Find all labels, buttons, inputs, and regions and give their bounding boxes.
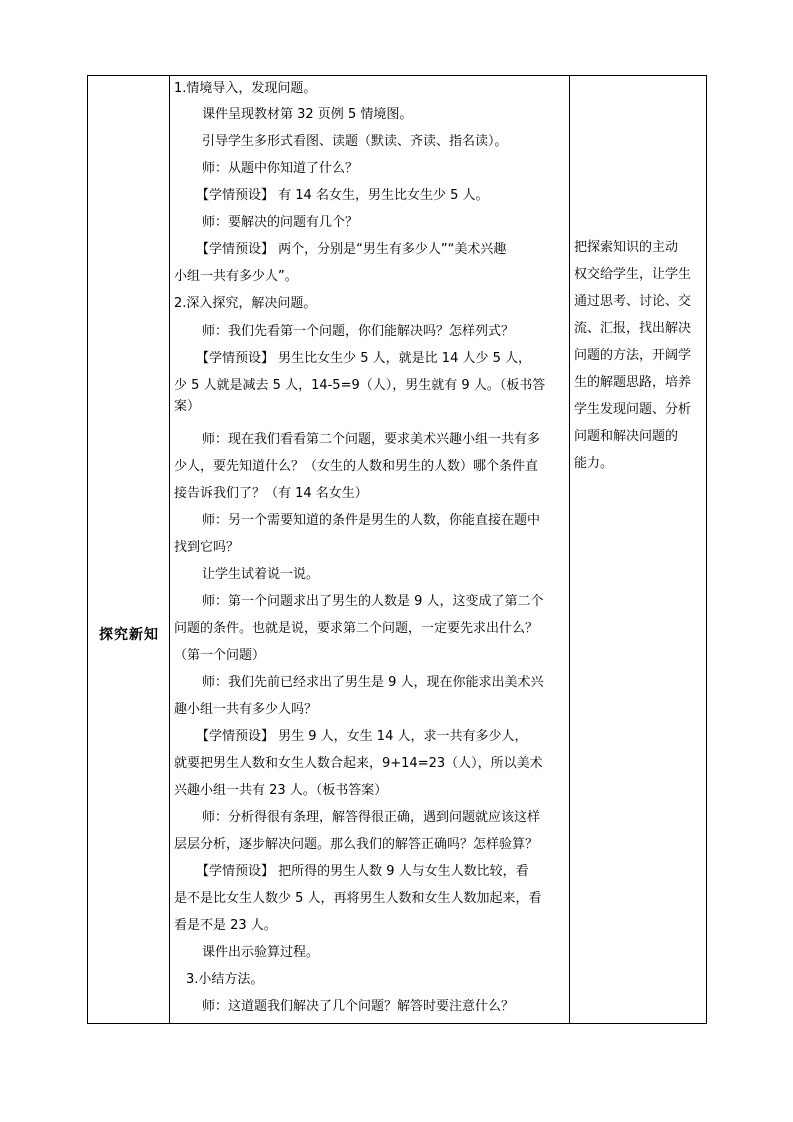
text-line: 师：从题中你知道了什么？ xyxy=(202,161,359,176)
text-line: 1.情境导入，发现问题。 xyxy=(174,81,317,96)
text-line: 接告诉我们了？（有 14 名女生） xyxy=(174,486,368,501)
section-label-cell xyxy=(88,76,170,1023)
text-line: 师：另一个需要知道的条件是男生的人数，你能直接在题中 xyxy=(202,513,541,528)
text-line: 【学情预设】 把所得的男生人数 9 人与女生人数比较，看 xyxy=(196,864,529,879)
text-line: 少人，要先知道什么？（女生的人数和男生的人数）哪个条件直 xyxy=(174,459,539,474)
text-line: 就要把男生人数和女生人数合起来，9+14=23（人），所以美术 xyxy=(174,756,543,771)
text-line: 兴趣小组一共有 23 人。（板书答案） xyxy=(174,783,388,798)
text-line: 师：我们先前已经求出了男生是 9 人，现在你能求出美术兴 xyxy=(202,675,544,690)
text-line: 层层分析，逐步解决问题。那么我们的解答正确吗？怎样验算？ xyxy=(174,837,539,852)
text-line: 2.深入探究，解决问题。 xyxy=(174,296,317,311)
text-line: （第一个问题） xyxy=(174,648,266,663)
side-text-line: 问题的方法，开阔学 xyxy=(574,348,692,363)
side-text-line: 流、汇报，找出解决 xyxy=(574,321,692,336)
side-text-line: 生的解题思路，培养 xyxy=(574,375,692,390)
text-line: 引导学生多形式看图、读题（默读、齐读、指名读）。 xyxy=(202,134,508,149)
text-line: 【学情预设】 两个，分别是“男生有多少人”“美术兴趣 xyxy=(196,242,507,257)
text-line: 找到它吗？ xyxy=(174,540,240,555)
text-line: 小组一共有多少人”。 xyxy=(174,269,298,284)
section-label: 探究新知 xyxy=(99,627,159,643)
side-text-line: 权交给学生，让学生 xyxy=(574,267,692,282)
text-line: 【学情预设】 男生比女生少 5 人，就是比 14 人少 5 人， xyxy=(196,351,532,366)
text-line: 案） xyxy=(174,399,201,414)
text-line: 课件出示验算过程。 xyxy=(202,945,320,960)
text-line: 少 5 人就是减去 5 人，14-5=9（人），男生就有 9 人。（板书答 xyxy=(174,378,546,393)
text-line: 是不是比女生人数少 5 人，再将男生人数和女生人数加起来，看 xyxy=(174,891,542,906)
text-line: 问题的条件。也就是说，要求第二个问题，一定要先求出什么？ xyxy=(174,621,539,636)
text-line: 看是不是 23 人。 xyxy=(174,918,277,933)
side-text-line: 学生发现问题、分析 xyxy=(574,402,692,417)
text-line: 【学情预设】 有 14 名女生，男生比女生少 5 人。 xyxy=(196,188,489,203)
side-text-line: 能力。 xyxy=(574,456,614,471)
text-line: 师：分析得很有条理，解答得很正确，遇到问题就应该这样 xyxy=(202,810,541,825)
text-line: 师：第一个问题求出了男生的人数是 9 人，这变成了第二个 xyxy=(202,594,544,609)
side-text-line: 把探索知识的主动 xyxy=(574,240,679,255)
side-text-line: 问题和解决问题的 xyxy=(574,429,679,444)
text-line: 师：现在我们看看第二个问题，要求美术兴趣小组一共有多 xyxy=(202,432,541,447)
text-line: 师：要解决的问题有几个？ xyxy=(202,215,359,230)
text-line: 3.小结方法。 xyxy=(186,972,264,987)
text-line: 让学生试着说一说。 xyxy=(202,567,320,582)
design-intent-cell xyxy=(569,76,706,1023)
text-line: 趣小组一共有多少人吗？ xyxy=(174,702,318,717)
text-line: 师：这道题我们解决了几个问题？解答时要注意什么？ xyxy=(202,999,515,1014)
side-text-line: 通过思考、讨论、交 xyxy=(574,294,692,309)
text-line: 师：我们先看第一个问题，你们能解决吗？怎样列式？ xyxy=(202,324,515,339)
text-line: 课件呈现教材第 32 页例 5 情境图。 xyxy=(202,107,413,122)
text-line: 【学情预设】 男生 9 人，女生 14 人，求一共有多少人， xyxy=(196,729,528,744)
